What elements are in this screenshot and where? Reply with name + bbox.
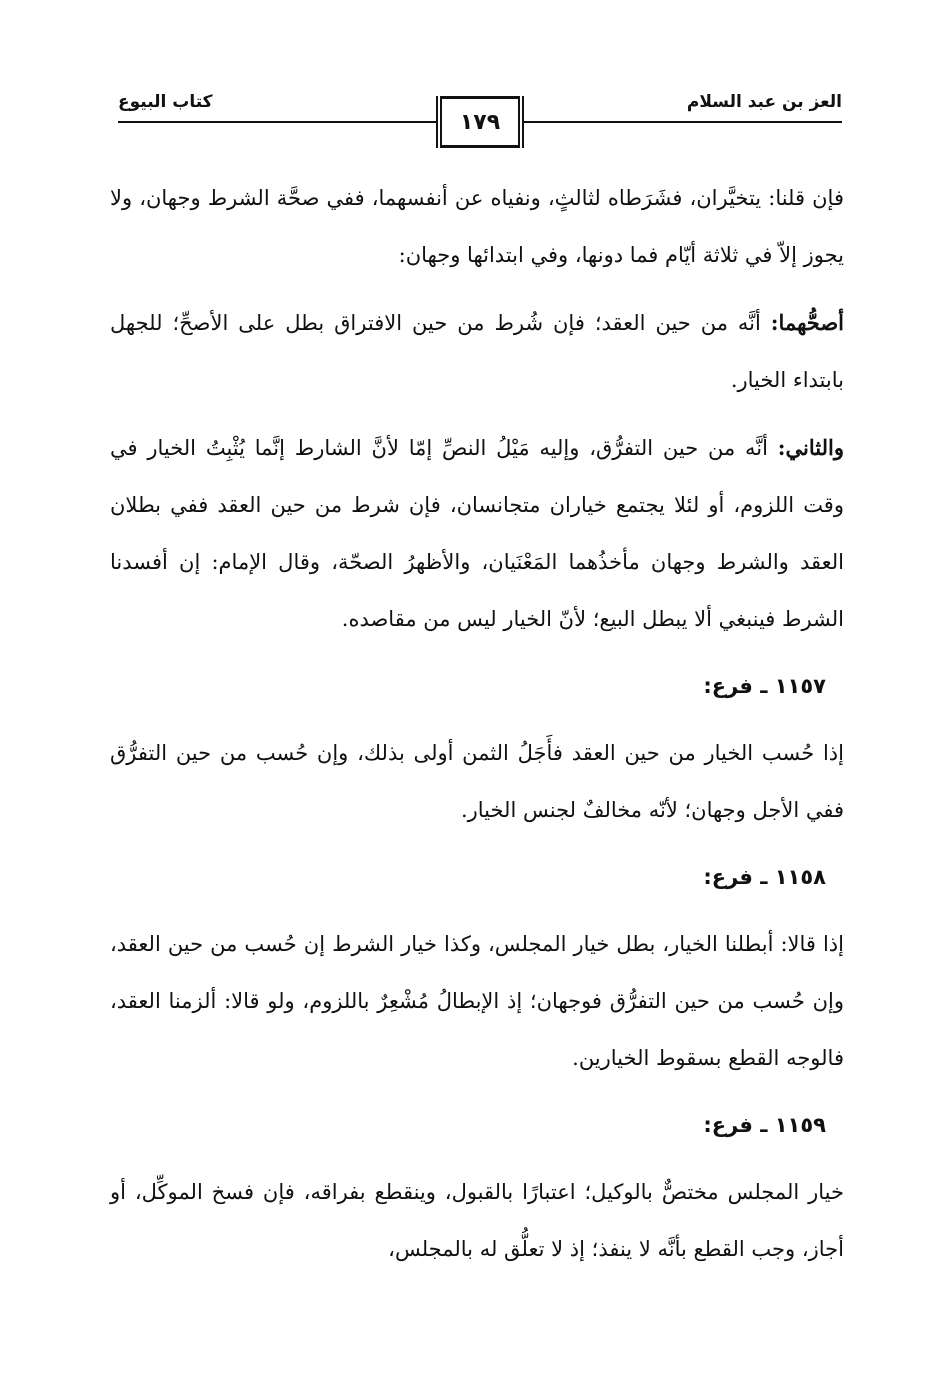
section-text-1159: خيار المجلس مختصٌّ بالوكيل؛ اعتبارًا بالقبول، وينقطع بفراقه، فإن فسخ الموكِّل، أو أجاز، وجب القطع بأنَّه لا ينفذ؛ إذ لا تعلُّق له بالمجلس، xyxy=(110,1180,844,1261)
paragraph-lead: والثاني: xyxy=(777,435,844,460)
paragraph-text: أنَّه من حين العقد؛ فإن شُرط من حين الافتراق بطل على الأصحِّ؛ للجهل بابتداء الخيار. xyxy=(110,311,844,392)
page-box-top-bar xyxy=(442,96,518,99)
paragraph-text: فإن قلنا: يتخيَّران، فشَرَطاه لثالثٍ، ونفياه عن أنفسهما، ففي صحَّة الشرط وجهان، ولا يجوز إلاّ في ثلاثة أيّام فما دونها، وفي ابتدائها وجهان: xyxy=(110,186,844,267)
section-heading-1158: ١١٥٨ ـ فرع: xyxy=(703,865,826,889)
section-heading-1157: ١١٥٧ ـ فرع: xyxy=(703,674,826,698)
paragraph-intro xyxy=(110,170,844,284)
section-heading-1159: ١١٥٩ ـ فرع: xyxy=(703,1113,826,1137)
section-text-1157: إذا حُسب الخيار من حين العقد فأَجَلُ الثمن أولى بذلك، وإن حُسب من حين التفرُّق ففي الأجل وجهان؛ لأنّه مخالفٌ لجنس الخيار. xyxy=(110,741,844,822)
section-text-1158: إذا قالا: أبطلنا الخيار، بطل خيار المجلس، وكذا خيار الشرط إن حُسب من حين العقد، وإن حُسب من حين التفرُّق فوجهان؛ إذ الإبطالُ مُشْعِرٌ باللزوم، ولو قالا: ألزمنا العقد، فالوجه القطع بسقوط الخيارين. xyxy=(110,932,844,1070)
paragraph-second-view xyxy=(110,419,844,648)
page-number-box xyxy=(436,96,524,148)
page-box-bottom-bar xyxy=(442,145,518,148)
book-title: كتاب البيوع xyxy=(118,92,213,112)
page-header xyxy=(118,92,842,156)
paragraph-first-view xyxy=(110,294,844,409)
page-number: ١٧٩ xyxy=(459,110,501,135)
author-title: العز بن عبد السلام xyxy=(686,92,842,112)
page-body xyxy=(110,170,844,1278)
paragraph-text: أنَّه من حين التفرُّق، وإليه مَيْلُ النصِّ إمّا لأنَّ الشارط إنَّما يُثْبِتُ الخيار في وقت اللزوم، أو لئلا يجتمع خياران متجانسان، فإن شرط من حين العقد ففي بطلان العقد والشرط وجهان مأخذُهما المَعْنَيان، والأظهرُ الصحّة، وقال الإمام: إن أفسدنا الشرط فينبغي ألا يبطل البيع؛ لأنّ الخيار ليس من مقاصده. xyxy=(110,436,844,631)
paragraph-lead: أصحُّهما: xyxy=(770,310,844,335)
